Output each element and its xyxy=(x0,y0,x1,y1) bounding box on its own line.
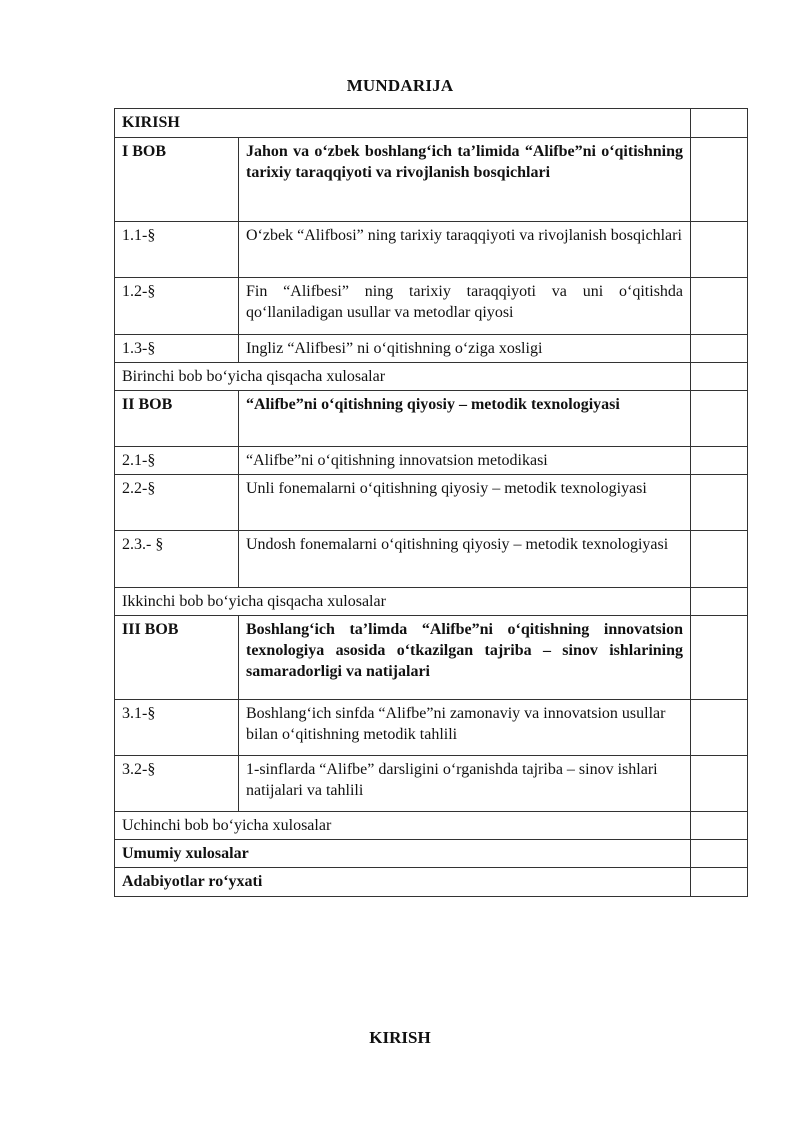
page-number-cell xyxy=(691,109,748,138)
page-number-cell xyxy=(691,475,748,531)
toc-row-section[interactable] xyxy=(115,222,748,278)
section-title: Unli fonemalarni o‘qitishning qiyosiy – metodik texnologiyasi xyxy=(239,475,691,531)
page-number-cell xyxy=(691,447,748,475)
toc-row-chapter-1[interactable] xyxy=(115,138,748,222)
section-title: Fin “Alifbesi” ning tarixiy taraqqiyoti va uni o‘qitishda qo‘llaniladigan usullar va metodlar qiyosi xyxy=(239,278,691,335)
section-title: Undosh fonemalarni o‘qitishning qiyosiy – metodik texnologiyasi xyxy=(239,531,691,588)
page-number-cell xyxy=(691,840,748,868)
toc-row-section[interactable] xyxy=(115,531,748,588)
toc-row-introduction[interactable] xyxy=(115,109,748,138)
chapter-number: I BOB xyxy=(115,138,239,222)
section-number: 1.3-§ xyxy=(115,335,239,363)
summary-label: Uchinchi bob bo‘yicha xulosalar xyxy=(115,812,691,840)
page-number-cell xyxy=(691,700,748,756)
toc-row-summary[interactable] xyxy=(115,588,748,616)
toc-row-section[interactable] xyxy=(115,447,748,475)
page-number-cell xyxy=(691,616,748,700)
page-number-cell xyxy=(691,138,748,222)
toc-row-chapter-2[interactable] xyxy=(115,391,748,447)
page-number-cell xyxy=(691,391,748,447)
toc-row-section[interactable] xyxy=(115,278,748,335)
page-number-cell xyxy=(691,588,748,616)
toc-row-section[interactable] xyxy=(115,700,748,756)
summary-label: Ikkinchi bob bo‘yicha qisqacha xulosalar xyxy=(115,588,691,616)
page-number-cell xyxy=(691,756,748,812)
general-conclusions-label: Umumiy xulosalar xyxy=(115,840,691,868)
section-number: 3.2-§ xyxy=(115,756,239,812)
section-title: O‘zbek “Alifbosi” ning tarixiy taraqqiyoti va rivojlanish bosqichlari xyxy=(239,222,691,278)
section-title: “Alifbe”ni o‘qitishning innovatsion metodikasi xyxy=(239,447,691,475)
section-heading: KIRISH xyxy=(369,1028,431,1047)
chapter-number: II BOB xyxy=(115,391,239,447)
chapter-number: III BOB xyxy=(115,616,239,700)
chapter-title: “Alifbe”ni o‘qitishning qiyosiy – metodik texnologiyasi xyxy=(239,391,691,447)
toc-row-section[interactable] xyxy=(115,475,748,531)
section-number: 2.2-§ xyxy=(115,475,239,531)
page-number-cell xyxy=(691,335,748,363)
section-number: 3.1-§ xyxy=(115,700,239,756)
page-number-cell xyxy=(691,278,748,335)
section-title: Ingliz “Alifbesi” ni o‘qitishning o‘ziga xosligi xyxy=(239,335,691,363)
section-number: 1.1-§ xyxy=(115,222,239,278)
page-number-cell xyxy=(691,868,748,897)
toc-row-references[interactable] xyxy=(115,868,748,897)
toc-row-chapter-3[interactable] xyxy=(115,616,748,700)
toc-row-summary[interactable] xyxy=(115,812,748,840)
toc-row-section[interactable] xyxy=(115,756,748,812)
toc-entry-label: KIRISH xyxy=(115,109,691,138)
page-number-cell xyxy=(691,363,748,391)
page-number-cell xyxy=(691,812,748,840)
section-number: 1.2-§ xyxy=(115,278,239,335)
toc-row-section[interactable] xyxy=(115,335,748,363)
section-number: 2.1-§ xyxy=(115,447,239,475)
toc-row-summary[interactable] xyxy=(115,363,748,391)
page-number-cell xyxy=(691,531,748,588)
references-label: Adabiyotlar ro‘yxati xyxy=(115,868,691,897)
section-title: 1-sinflarda “Alifbe” darsligini o‘rganishda tajriba – sinov ishlari natijalari va tahlili xyxy=(239,756,691,812)
chapter-title: Boshlang‘ich ta’limda “Alifbe”ni o‘qitishning innovatsion texnologiya asosida o‘tkazilgan tajriba – sinov ishlarining samaradorligi va natijalari xyxy=(239,616,691,700)
section-number: 2.3.- § xyxy=(115,531,239,588)
page-number-cell xyxy=(691,222,748,278)
section-title: Boshlang‘ich sinfda “Alifbe”ni zamonaviy va innovatsion usullar bilan o‘qitishning metodik tahlili xyxy=(239,700,691,756)
table-of-contents xyxy=(114,108,748,897)
summary-label: Birinchi bob bo‘yicha qisqacha xulosalar xyxy=(115,363,691,391)
chapter-title: Jahon va o‘zbek boshlang‘ich ta’limida “Alifbe”ni o‘qitishning tarixiy taraqqiyoti va rivojlanish bosqichlari xyxy=(239,138,691,222)
toc-row-general-conclusions[interactable] xyxy=(115,840,748,868)
page-title: MUNDARIJA xyxy=(346,76,454,95)
